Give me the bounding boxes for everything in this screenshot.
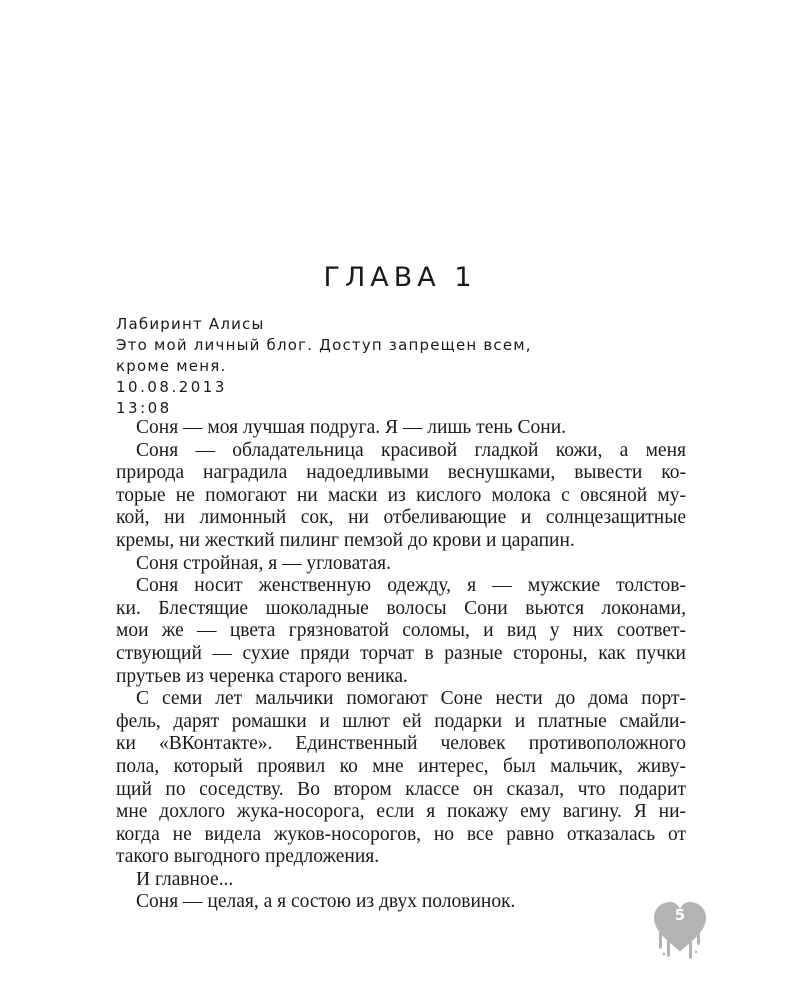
blog-name: Лабиринт Алисы: [116, 315, 265, 333]
body-text: [116, 417, 686, 914]
paragraph-line: Соня стройная, я — угловатая.: [136, 552, 392, 574]
paragraph-line: Соня — обладательница красивой гладкой кожи, а меня: [136, 439, 686, 461]
paragraph-line: мои же — цвета грязноватой соломы, и вид у них соответ-: [116, 620, 686, 642]
paragraph-line: прутьев из черенка старого веника.: [116, 665, 408, 687]
blog-header: [116, 314, 676, 419]
paragraph-line: Соня — целая, а я состою из двух половинок.: [136, 891, 516, 913]
paragraph-line: такого выгодного предложения.: [116, 846, 380, 868]
paragraph-line: кой, ни лимонный сок, ни отбеливающие и солнцезащитные: [116, 507, 686, 529]
paragraph-line: ки. Блестящие шоколадные волосы Сони вьются локонами,: [116, 597, 686, 619]
paragraph-line: фель, дарят ромашки и шлют ей подарки и платные смайли-: [116, 710, 686, 732]
blog-description-line-2: кроме меня.: [116, 357, 227, 375]
paragraph-line: ствующий — сухие пряди торчат в разные стороны, как пучки: [116, 642, 686, 664]
paragraph-line: Соня — моя лучшая подруга. Я — лишь тень Сони.: [136, 417, 567, 438]
blog-date: 10.08.2013: [116, 378, 227, 396]
paragraph-line: торые не помогают ни маски из кислого молока с овсяной му-: [116, 484, 686, 506]
blog-time: 13:08: [116, 399, 172, 417]
chapter-title: ГЛАВА 1: [323, 262, 477, 293]
paragraph-line: мне дохлого жука-носорога, если я покажу ему вагину. Я ни-: [116, 801, 686, 823]
paragraph-line: Соня носит женственную одежду, я — мужские толстов-: [136, 575, 686, 597]
paragraph-line: ки «ВКонтакте». Единственный человек противоположного: [116, 733, 686, 755]
page-number: 5: [674, 906, 686, 924]
paragraph-line: кремы, ни жесткий пилинг пемзой до крови и царапин.: [116, 529, 575, 551]
paragraph-line: И главное...: [136, 868, 234, 890]
blog-description-line-1: Это мой личный блог. Доступ запрещен всем,: [116, 336, 532, 354]
paragraph-line: С семи лет мальчики помогают Соне нести до дома порт-: [136, 688, 686, 710]
paragraph-line: когда не видела жуков-носорогов, но все равно отказалась от: [116, 823, 686, 845]
paragraph-line: пола, который проявил ко мне интерес, был мальчик, живу-: [116, 755, 686, 777]
paragraph-line: природа наградила надоедливыми веснушками, вывести ко-: [116, 462, 686, 484]
paragraph-line: щий по соседству. Во втором классе он сказал, что подарит: [116, 778, 686, 800]
